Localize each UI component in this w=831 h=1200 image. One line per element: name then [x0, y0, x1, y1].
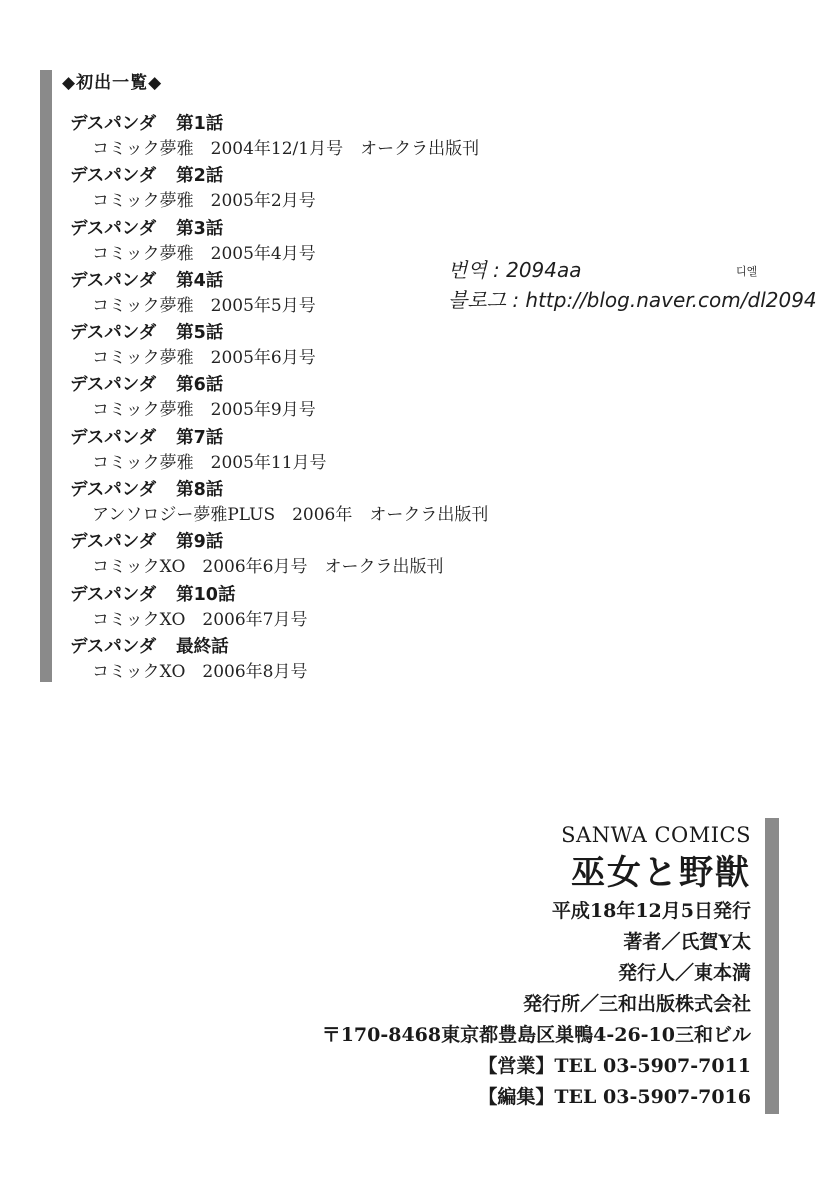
publication-info: コミック夢雅 2005年2月号: [92, 191, 316, 212]
first-appearance-heading: ◆初出一覧◆: [62, 73, 163, 93]
editorial-phone: 【編集】TEL 03-5907-7016: [478, 1086, 751, 1108]
publication-info: コミック夢雅 2005年9月号: [92, 400, 316, 421]
entry-title: [70, 111, 630, 137]
series-name: デスパンダ: [70, 427, 157, 448]
publication-info: コミック夢雅 2005年4月号: [92, 243, 316, 264]
publication-info: コミックXO 2006年8月号: [92, 661, 308, 682]
publication-info: コミック夢雅 2005年11月号: [92, 452, 327, 473]
translation-credit: 번역 : 2094aa: [448, 258, 582, 282]
episode-number: 第9話: [176, 532, 224, 553]
blog-link: 블로그 : http://blog.naver.com/dl2094: [448, 288, 817, 312]
episode-number: 第6話: [176, 375, 224, 396]
address-line: 〒170-8468東京都豊島区巣鴨4-26-10三和ビル: [321, 1024, 751, 1046]
first-appearance-list: [70, 111, 630, 686]
list-item: [70, 111, 630, 163]
entry-title: [70, 320, 630, 346]
list-item: [70, 320, 630, 372]
series-name: デスパンダ: [70, 480, 157, 501]
publication-info: コミック夢雅 2004年12/1月号 オークラ出版刊: [92, 139, 480, 159]
entry-title: [70, 477, 630, 503]
series-name: デスパンダ: [70, 636, 157, 657]
entry-title: [70, 634, 630, 660]
entry-title: [70, 425, 630, 451]
series-name: デスパンダ: [70, 584, 157, 605]
right-margin-bar: [765, 818, 779, 1114]
publisher-person-line: 発行人／東本満: [617, 962, 751, 984]
series-name: デスパンダ: [70, 532, 157, 553]
series-name: デスパンダ: [70, 270, 157, 291]
colophon: [322, 820, 751, 1113]
list-item: [70, 425, 630, 477]
episode-number: 第10話: [176, 584, 236, 605]
book-title: 巫女と野獣: [571, 853, 751, 893]
translator-nickname: 디엘: [736, 265, 758, 278]
episode-number: 第8話: [176, 480, 224, 501]
sales-phone: 【営業】TEL 03-5907-7011: [478, 1055, 751, 1077]
episode-number: 第3話: [176, 218, 224, 239]
episode-number: 第5話: [176, 323, 224, 344]
publication-info: コミック夢雅 2005年6月号: [92, 348, 316, 369]
series-name: デスパンダ: [70, 114, 157, 134]
publication-info: コミックXO 2006年6月号 オークラ出版刊: [92, 557, 444, 578]
entry-title: [70, 216, 630, 242]
list-item: [70, 634, 630, 686]
list-item: [70, 582, 630, 634]
author-line: 著者／氏賀Y太: [623, 931, 751, 953]
left-margin-bar: [40, 70, 52, 682]
series-name: デスパンダ: [70, 218, 157, 239]
series-name: デスパンダ: [70, 323, 157, 344]
publisher-line: 発行所／三和出版株式会社: [522, 993, 751, 1015]
episode-number: 最終話: [176, 636, 229, 657]
episode-number: 第7話: [176, 427, 224, 448]
translator-credit: [448, 255, 817, 315]
publication-info: コミックXO 2006年7月号: [92, 609, 308, 630]
episode-number: 第4話: [176, 270, 224, 291]
series-name: デスパンダ: [70, 166, 157, 187]
publication-info: コミック夢雅 2005年5月号: [92, 295, 316, 316]
list-item: [70, 372, 630, 424]
episode-number: 第2話: [176, 166, 224, 187]
entry-title: [70, 529, 630, 555]
list-item: [70, 529, 630, 581]
list-item: [70, 163, 630, 215]
entry-title: [70, 582, 630, 608]
publication-info: アンソロジー夢雅PLUS 2006年 オークラ出版刊: [92, 505, 489, 526]
publication-date: 平成18年12月5日発行: [551, 900, 751, 922]
list-item: [70, 477, 630, 529]
series-name: デスパンダ: [70, 375, 157, 396]
entry-title: [70, 163, 630, 189]
entry-title: [70, 372, 630, 398]
imprint-brand: SANWA COMICS: [561, 823, 751, 847]
episode-number: 第1話: [176, 114, 224, 134]
